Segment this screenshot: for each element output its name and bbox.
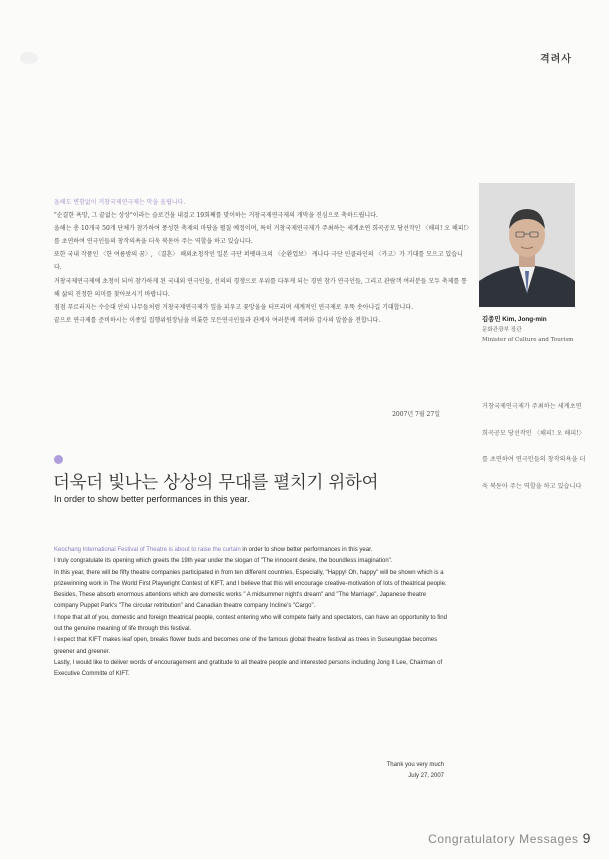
portrait-photo [479,183,575,307]
accent-dot [54,455,63,464]
english-lead: Keochang International Festival of Theatre is about to raise the curtain [54,547,241,553]
thanks-line: Thank you very much [386,762,444,768]
korean-lead: 올해도 변함없이 거창국제연극제는 막을 올립니다. [54,199,186,206]
english-paragraph: I truly congratulate its opening which greets the 19th year under the slogan of "The innocent desire, the boundless imagination". [54,558,393,565]
korean-date: 2007년 7월 27일 [392,411,440,418]
korean-paragraph: 또한 국내 작품인 〈한 여름밤의 꿈〉, 〈결혼〉 해외초청작인 일본 극단 퍼펫파크의 〈순환업보〉 캐나다 극단 인클라인의 〈카고〉가 기대를 모으고 있습니다. [54,251,463,272]
korean-paragraph: 끝으로 연극제를 준비하시는 이종일 집행위원장님을 비롯한 모든연극인들과 관계자 여러분께 격려와 감사의 말씀을 전합니다. [54,316,381,324]
english-lead-paragraph [54,545,447,556]
korean-paragraph: 점점 푸르러지는 수승대 안의 나무들처럼 거창국제연극제가 잎을 피우고 꽃망울을 터뜨리며 세계적인 연극제로 우뚝 솟아나길 기대합니다. [54,303,413,311]
english-paragraph: I expect that KIFT makes leaf open, breaks flower buds and becomes one of the famous global theatre festival as trees in Suseungdae becomes greener and greener. [54,637,438,655]
english-paragraph: I hope that all of you, domestic and foreign theatrical people, contest entering who will compete fairly and spectators, can have an opportunity to find out the genuine meaning of life through this festival. [54,614,447,633]
korean-paragraph: "순결한 욕망, 그 끝없는 상상"이라는 슬로건을 내걸고 19회째를 맞이하는 거창국제연극제의 개막을 진심으로 축하드립니다. [54,212,378,220]
headline: 더욱더 빛나는 상상의 무대를 펼치기 위하여 [53,473,379,493]
caption-title-en: Minister of Culture and Tourism [482,337,574,343]
section-tag: 격려사 [540,54,572,65]
portrait-caption [482,315,592,345]
portrait-illustration [479,183,575,307]
pull-quote: 거창국제연극제가 주최하는 세계초연 희곡공모 당선작인 〈해피! 오 해피!〉를 초연하여 연극인들의 창작의욕을 더욱 북돋아 주는 역할을 하고 있습니다 [482,403,586,490]
caption-title-kr: 문화관광부 장관 [482,327,522,333]
english-message [54,545,447,681]
footer-label: Congratulatory Messages [428,832,579,846]
korean-paragraph: 거창국제연극제에 초청이 되어 참가하게 된 국내외 연극인들, 선의의 경쟁으로 우위를 다투게 되는 경연 참가 연극인들, 그리고 관람객 여러분들 모두 축제를 통해 삶의 진정한 의미를 찾아보시기 바랍니다. [54,277,467,298]
signoff [330,760,444,782]
paper-blemish [20,52,38,64]
english-date: July 27, 2007 [408,773,444,779]
english-lead-rest: in order to show better performances in this year. [240,547,373,553]
korean-message [54,196,469,327]
caption-name: 김종민 Kim, Jong-min [482,316,547,323]
english-paragraph: Besides, These absorb enormous attentions which are domestic works " A midsummer night's dream" and "The Marriage", Japanese theatre company Puppet Park's "The circular retribution" and Canadian theatre company Incline's "Cargo". [54,592,427,610]
english-paragraph: In this year, there will be fifty theatre companies participated in from ten different countries. Especially, "Happy! Oh, happy" will be shown which is a prizewinning work in The World First Playwright Contest of KIFT, and I believe that this will encourage creative-motivation of lots of theatrical people. [54,569,447,587]
korean-paragraph: 올해는 총 10개국 50개 단체가 참가하여 풍성한 축제의 마당을 펼칠 예정이며, 특히 거창국제연극제가 주최하는 세계초연 희곡공모 당선작인 〈해피! 오 해피!〉를 초연하여 연극인들의 창작의욕을 더욱 북돋아 주는 역할을 하고 있습니다. [54,225,469,246]
subheadline: In order to show better performances in this year. [54,494,250,504]
page-number: 9 [582,830,591,846]
page-footer [428,830,591,846]
english-paragraph: Lastly, I would like to deliver words of encouragement and gratitude to all theatre people and interested persons including Jong Il Lee, Chairman of Executive Committe of KIFT. [54,659,443,678]
